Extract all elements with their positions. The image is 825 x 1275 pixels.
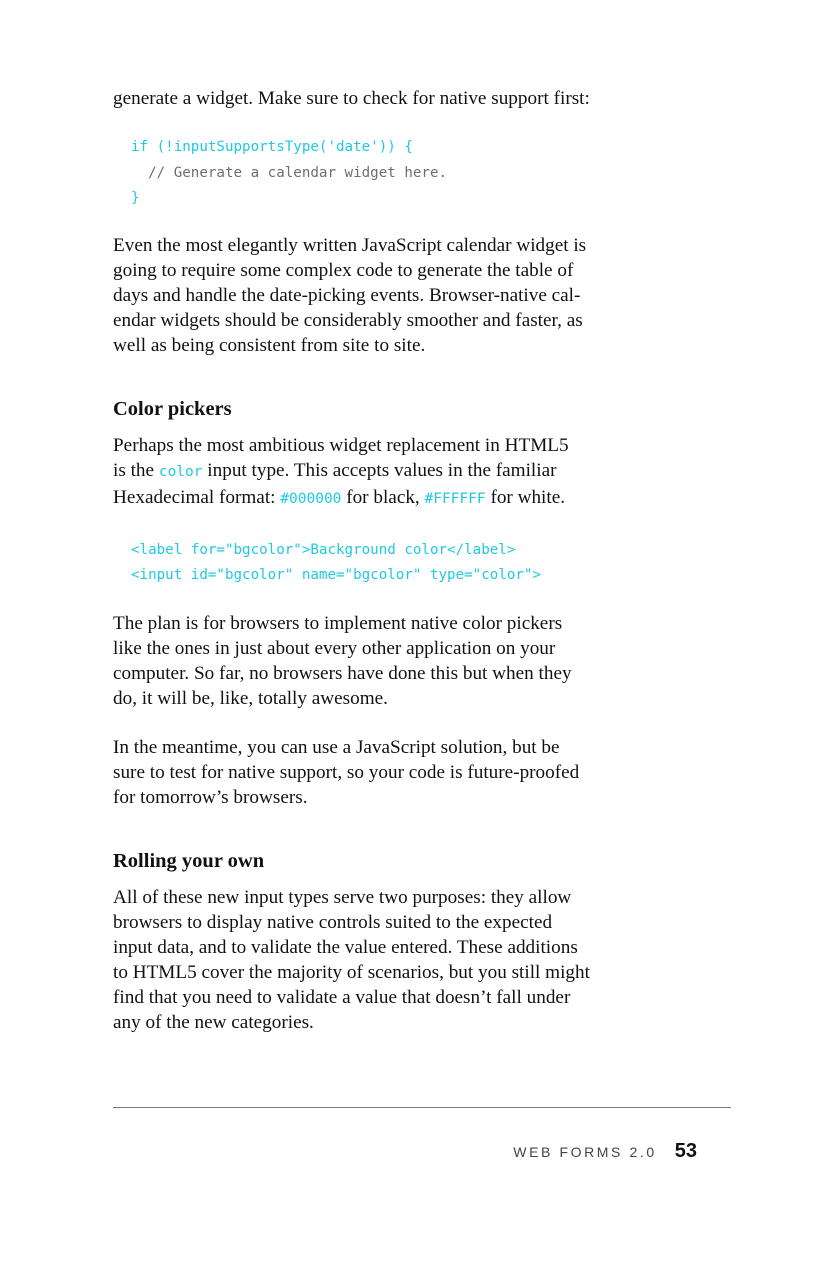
text-line: computer. So far, no browsers have done this but when they (113, 662, 572, 684)
code-block-color-input (113, 538, 673, 589)
text-line: generate a widget. Make sure to check for native support first: (113, 88, 590, 109)
text-line: In the meantime, you can use a JavaScript solution, but be (113, 736, 560, 758)
text-line: sure to test for native support, so your code is future-proofed (113, 761, 580, 783)
text-line: All of these new input types serve two purposes: they allow (113, 886, 572, 908)
page-content (113, 86, 673, 1035)
text-line (113, 485, 673, 512)
text-line: Perhaps the most ambitious widget replacement in HTML5 (113, 434, 569, 456)
code-line: } (131, 190, 140, 206)
color-pickers-paragraph (113, 433, 673, 512)
text-fragment: for black, (341, 486, 425, 508)
code-comment-line: // Generate a calendar widget here. (131, 164, 448, 181)
text-line: find that you need to validate a value that doesn’t fall under (113, 986, 571, 1008)
text-fragment: is the (113, 459, 159, 481)
text-line: browsers to display native controls suited to the expected (113, 911, 553, 933)
page-number: 53 (674, 1140, 697, 1162)
text-line: like the ones in just about every other application on your (113, 637, 556, 659)
section-heading-color-pickers: Color pickers (113, 397, 232, 420)
text-line: going to require some complex code to generate the table of (113, 259, 574, 281)
inline-code-white: #FFFFFF (424, 490, 486, 507)
text-line: any of the new categories. (113, 1011, 314, 1033)
intro-paragraph (113, 86, 673, 111)
footer-divider (113, 1107, 731, 1108)
meantime-paragraph (113, 735, 673, 810)
text-line: endar widgets should be considerably smoother and faster, as (113, 309, 583, 331)
text-line: days and handle the date-picking events. Browser-native cal- (113, 284, 581, 306)
text-line: Even the most elegantly written JavaScript calendar widget is (113, 234, 587, 256)
text-line: The plan is for browsers to implement native color pickers (113, 612, 563, 634)
text-fragment: for white. (485, 486, 566, 508)
text-line (113, 458, 673, 485)
code-line: <label for="bgcolor">Background color</label> (131, 541, 516, 558)
section-heading-rolling-your-own: Rolling your own (113, 849, 265, 872)
text-line: to HTML5 cover the majority of scenarios, but you still might (113, 961, 590, 983)
page-footer (513, 1140, 697, 1163)
text-line: for tomorrow’s browsers. (113, 786, 308, 808)
rolling-your-own-paragraph (113, 885, 673, 1035)
code-block-date-check (113, 135, 673, 212)
code-line: <input id="bgcolor" name="bgcolor" type="color"> (131, 567, 541, 583)
text-fragment: Hexadecimal format: (113, 486, 281, 508)
inline-code-black: #000000 (280, 490, 342, 507)
inline-code-color: color (158, 463, 203, 480)
native-pickers-paragraph (113, 611, 673, 711)
text-fragment: input type. This accepts values in the familiar (202, 459, 557, 481)
text-line: input data, and to validate the value entered. These additions (113, 936, 578, 958)
calendar-paragraph (113, 233, 673, 358)
text-line: do, it will be, like, totally awesome. (113, 687, 388, 709)
code-line: if (!inputSupportsType('date')) { (131, 139, 413, 155)
running-footer-chapter: WEB FORMS 2.0 (513, 1144, 657, 1160)
text-line: well as being consistent from site to site. (113, 334, 426, 356)
